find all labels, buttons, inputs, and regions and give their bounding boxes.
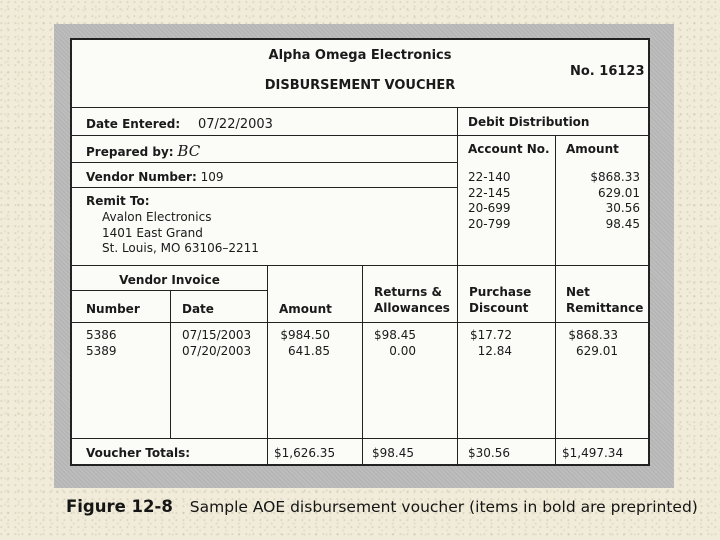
net-remittance-header: Net Remittance bbox=[566, 285, 644, 315]
total-net-remittance: $1,497.34 bbox=[562, 446, 624, 460]
debit-amount: 629.01 bbox=[598, 185, 640, 200]
invoice-net-column bbox=[560, 328, 618, 359]
remit-line: 1401 East Grand bbox=[102, 225, 203, 240]
invoice-discount-column bbox=[462, 328, 512, 359]
date-entered-field bbox=[86, 116, 273, 133]
total-returns: $98.45 bbox=[372, 446, 414, 460]
rule-header bbox=[72, 107, 648, 108]
date-header: Date bbox=[182, 302, 214, 316]
rule-debit-divider bbox=[457, 107, 458, 265]
vendor-number-field bbox=[86, 169, 224, 185]
debit-account-list bbox=[468, 170, 511, 232]
debit-distribution-title: Debit Distribution bbox=[468, 115, 590, 129]
voucher-totals-label: Voucher Totals: bbox=[86, 446, 191, 460]
disbursement-voucher-form bbox=[70, 38, 650, 466]
rule-totals bbox=[72, 438, 648, 439]
prepared-by-initials: BC bbox=[177, 142, 201, 160]
debit-amount-list bbox=[562, 170, 640, 232]
remit-to-address bbox=[102, 210, 259, 257]
invoice-date-column bbox=[182, 328, 251, 359]
debit-amount: 30.56 bbox=[605, 201, 640, 215]
remit-to-label: Remit To: bbox=[86, 194, 150, 208]
rule-discount-net bbox=[555, 265, 556, 466]
total-amount: $1,626.35 bbox=[274, 446, 336, 460]
vendor-number-label: Vendor Number: bbox=[86, 170, 197, 184]
invoice-date: 07/20/2003 bbox=[182, 343, 252, 358]
account-number: 20-699 bbox=[468, 201, 511, 215]
vendor-invoice-header: Vendor Invoice bbox=[119, 273, 220, 287]
account-number: 22-140 bbox=[468, 170, 511, 184]
rule-date-amount bbox=[267, 265, 268, 466]
remit-line: St. Louis, MO 63106–2211 bbox=[102, 241, 259, 255]
figure-caption-text: Sample AOE disbursement voucher (items in bold are preprinted) bbox=[189, 498, 698, 516]
account-no-header: Account No. bbox=[468, 142, 550, 156]
prepared-by-field bbox=[86, 143, 200, 160]
date-entered-label: Date Entered: bbox=[86, 117, 181, 131]
returns-allowances-header: Returns & Allowances bbox=[374, 285, 450, 315]
remit-line: Avalon Electronics bbox=[102, 210, 212, 224]
invoice-amount: $984.50 bbox=[280, 328, 330, 342]
debit-amount: $868.33 bbox=[590, 170, 640, 184]
invoice-net: 629.01 bbox=[576, 343, 618, 358]
rule-prepared bbox=[72, 162, 457, 163]
figure-caption bbox=[66, 497, 698, 516]
invoice-amount: 641.85 bbox=[288, 343, 330, 358]
rule-returns-discount bbox=[457, 265, 458, 466]
rule-info-bottom bbox=[72, 265, 648, 266]
debit-amount: 98.45 bbox=[605, 216, 640, 231]
invoice-amount-column bbox=[272, 328, 330, 359]
rule-date bbox=[72, 135, 648, 136]
account-number: 20-799 bbox=[468, 216, 511, 231]
invoice-returns: 0.00 bbox=[389, 343, 416, 358]
invoice-net: $868.33 bbox=[568, 328, 618, 342]
rule-number-date bbox=[170, 290, 171, 438]
figure-label: Figure 12-8 bbox=[66, 497, 173, 516]
voucher-title: DISBURSEMENT VOUCHER bbox=[264, 78, 456, 93]
vendor-number-value: 109 bbox=[200, 170, 224, 184]
prepared-by-label: Prepared by: bbox=[86, 145, 174, 159]
company-name: Alpha Omega Electronics bbox=[268, 48, 452, 63]
rule-amount-returns bbox=[362, 265, 363, 466]
total-discount: $30.56 bbox=[468, 446, 510, 460]
rule-debit-columns bbox=[555, 135, 556, 265]
invoice-date: 07/15/2003 bbox=[182, 328, 252, 342]
account-number: 22-145 bbox=[468, 185, 511, 200]
invoice-returns-column bbox=[367, 328, 416, 359]
purchase-discount-header: Purchase Discount bbox=[469, 285, 532, 315]
invoice-discount: 12.84 bbox=[477, 343, 512, 358]
rule-vendor bbox=[72, 187, 457, 188]
number-header: Number bbox=[86, 302, 140, 316]
amount-header-debit: Amount bbox=[566, 142, 619, 156]
invoice-number-column bbox=[86, 328, 117, 359]
date-entered-value: 07/22/2003 bbox=[198, 117, 273, 132]
amount-header: Amount bbox=[279, 302, 332, 316]
invoice-number: 5386 bbox=[86, 328, 117, 342]
invoice-number: 5389 bbox=[86, 343, 117, 358]
voucher-number: No. 16123 bbox=[570, 64, 645, 79]
invoice-returns: $98.45 bbox=[374, 328, 416, 342]
rule-column-headers bbox=[72, 322, 648, 323]
invoice-discount: $17.72 bbox=[470, 328, 512, 342]
